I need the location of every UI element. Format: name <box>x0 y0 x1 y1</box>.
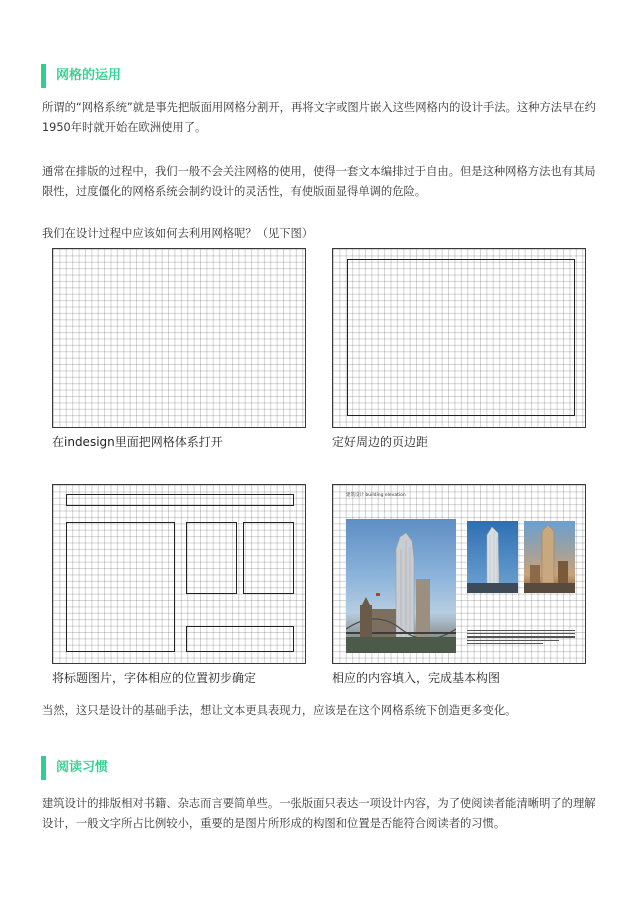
text-placeholder-box <box>186 626 294 652</box>
sunset-photo-drawing <box>524 521 575 593</box>
figure-grid-panel-3 <box>52 484 306 664</box>
paragraph-grid-limitations: 通常在排版的过程中，我们一般不会关注网格的使用，使得一套文本编排过于自由。但是这种网格方法也有其局限性，过度僵化的网格系统会制约设计的灵活性，有使版面显得单调的危险。 <box>42 165 596 198</box>
main-photo-drawing <box>346 519 456 653</box>
mock-layout-title: 建筑设计 building elevation <box>346 493 406 498</box>
figure-grid-panel-4 <box>332 484 586 664</box>
text-line <box>467 630 575 631</box>
tower-photo <box>467 521 518 593</box>
section-title-grid-usage: 网格的运用 <box>41 64 121 88</box>
main-building-photo <box>346 519 456 653</box>
image-placeholder-box-3 <box>243 522 294 594</box>
text-line <box>467 643 543 644</box>
text-line <box>467 636 575 637</box>
paragraph-reading-habits: 建筑设计的排版相对书籍、杂志而言要简单些。一张版面只表达一项设计内容，为了使阅读者能清晰明了的理解设计，一般文字所占比例较小，重要的是图片所形成的构图和位置是否能符合阅读者的习惯。 <box>42 797 596 830</box>
body-text-block <box>467 628 575 652</box>
figure-grid-panel-2 <box>332 248 586 428</box>
paragraph-grid-definition: 所谓的“网格系统”就是事先把版面用网格分割开，再将文字或图片嵌入这些网格内的设计手法。这种方法早在约1950年时就开始在欧洲使用了。 <box>42 101 596 134</box>
paragraph-conclusion: 当然，这只是设计的基础手法，想让文本更具表现力，应该是在这个网格系统下创造更多变化。 <box>42 704 517 717</box>
margin-frame <box>347 259 575 416</box>
figure-grid-panel-1 <box>52 248 306 428</box>
text-line <box>467 633 575 634</box>
paragraph-grid-question: 我们在设计过程中应该如何去利用网格呢？（见下图） <box>42 227 314 240</box>
figure-caption-3: 将标题图片，字体相应的位置初步确定 <box>52 671 257 685</box>
image-placeholder-box-2 <box>186 522 237 594</box>
figure-caption-2: 定好周边的页边距 <box>332 435 429 449</box>
tower-photo-drawing <box>467 521 518 593</box>
main-image-placeholder-box <box>66 522 175 652</box>
sunset-tower-photo <box>524 521 575 593</box>
text-line <box>467 640 559 641</box>
section-title-reading-habits: 阅读习惯 <box>41 756 108 780</box>
figure-caption-1: 在indesign里面把网格体系打开 <box>52 435 223 449</box>
figure-caption-4: 相应的内容填入，完成基本构图 <box>332 671 501 685</box>
title-placeholder-box <box>66 494 294 506</box>
